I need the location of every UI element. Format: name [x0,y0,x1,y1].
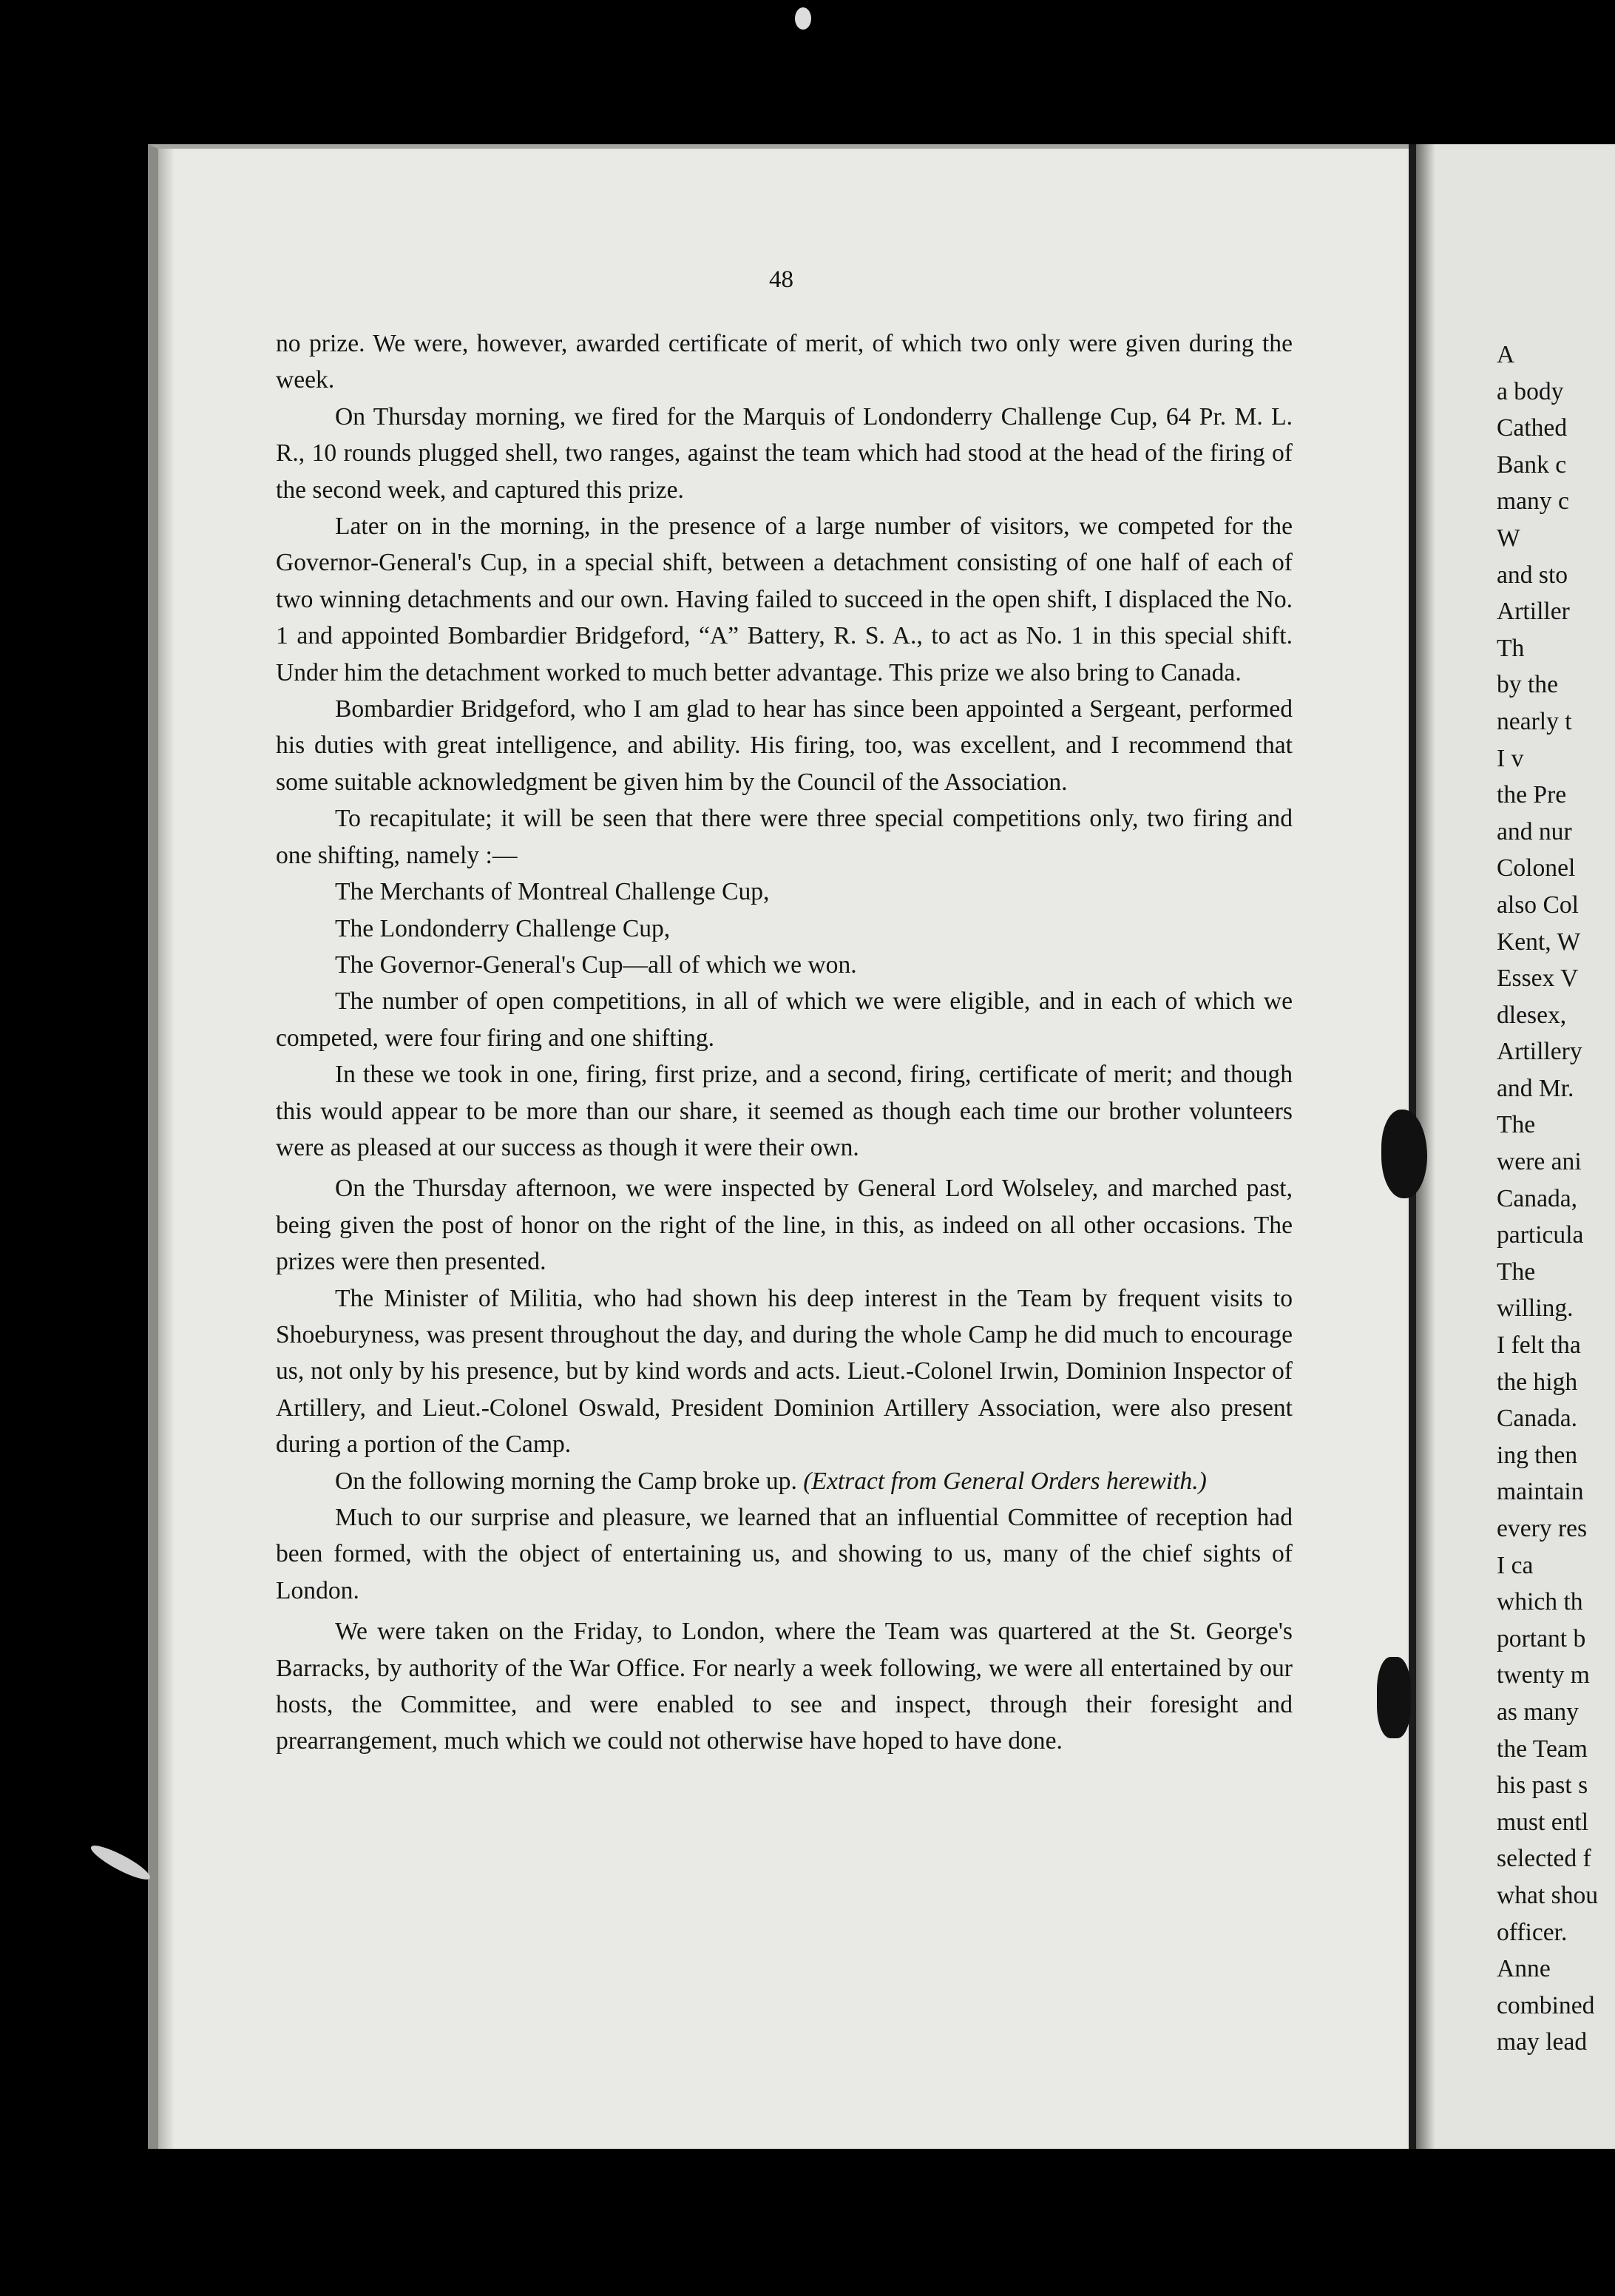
right-page-line: maintain [1497,1478,1584,1506]
right-page-text [1497,337,1615,2061]
paragraph: We were taken on the Friday, to London, where the Team was quartered at the St. George's Barracks, by authority of the War Office. For nearly a week following, we were all entertained by our hosts, the Committee, and were enabled to see and inspect, through their foresight and prearrangement, much which we could not otherwise have hoped to have done. [276,1618,1293,1755]
right-page-line: his past s [1497,1772,1588,1800]
paragraph: The Minister of Militia, who had shown his deep interest in the Team by frequent visits to Shoeburyness, was present throughout the day, and during the whole Camp he did much to encourage us, not only by his presence, but by kind words and acts. Lieut.-Colonel Irwin, Dominion Inspector of Artillery, and Lieut.-Colonel Oswald, President Dominion Artillery Association, were also present during a portion of the Camp. [276,1284,1293,1459]
right-page-line: willing. [1497,1294,1574,1323]
right-page-line: A [1497,341,1515,368]
right-page-line: and Mr. [1497,1074,1574,1102]
right-page-line: what shou [1497,1881,1599,1909]
paragraph: To recapitulate; it will be seen that there were three special competitions only, two firing and one shifting, namely :— [276,805,1293,869]
right-page-line: may lead [1497,2028,1588,2056]
right-page-line: Canada, [1497,1184,1578,1212]
binding-tear-upper [1381,1110,1427,1198]
right-page-line: portant b [1497,1624,1586,1652]
edge-debris-top [795,7,811,30]
right-page-line: and nur [1497,817,1572,845]
right-page-line: as many [1497,1698,1579,1726]
right-page-line: Colonel [1497,854,1576,882]
right-page-line: Bank c [1497,450,1567,479]
binding-tear-lower [1377,1657,1411,1738]
right-page-line: by the [1497,671,1558,699]
right-page-line: particula [1497,1221,1584,1249]
edge-debris-left [88,1840,154,1885]
right-page-line: Artillery [1497,1038,1582,1066]
right-page-line: the high [1497,1368,1578,1396]
right-page-line: every res [1497,1515,1588,1542]
right-page-line: The [1497,1257,1536,1286]
right-page-line: I felt tha [1497,1331,1581,1360]
right-page-line: ing then [1497,1441,1578,1469]
paragraph: The number of open competitions, in all of which we were eligible, and in each of which we competed, were four firing and one shifting. [276,987,1293,1052]
right-page-line: the Team [1497,1735,1588,1763]
right-page-line: a body [1497,377,1564,405]
right-page-line: were ani [1497,1148,1582,1176]
right-page-line: dlesex, [1497,1001,1567,1029]
right-page-line: nearly t [1497,707,1572,735]
paragraph: Much to our surprise and pleasure, we learned that an influential Committee of reception had been formed, with the object of entertaining us, and showing to us, many of the chief sights of London. [276,1504,1293,1604]
right-page-line: the Pre [1497,781,1567,809]
right-page-line: W [1497,524,1520,552]
paragraph: Later on in the morning, in the presence of a large number of visitors, we competed for the Governor-General's Cup, in a special shift, between a detachment consisting of one half of each of two winning detachments and our own. Having failed to succeed in the open shift, I displaced the No. 1 and appointed Bombardier Bridgeford, “A” Battery, R. S. A., to act as No. 1 in this special shift. Under him the detachment worked to much better advantage. This prize we also bring to Canada. [276,513,1293,686]
right-page-line: I v [1497,744,1524,772]
paragraph: On Thursday morning, we fired for the Marquis of Londonderry Challenge Cup, 64 Pr. M. L. R., 10 rounds plugged shell, two ranges, against the team which had stood at the head of the firing of the second week, and captured this prize. [276,402,1293,504]
paragraph: In these we took in one, firing, first prize, and a second, firing, certificate of merit; and though this would appear to be more than our share, it seemed as though each time our brother volunteers were as pleased at our success as though it were their own. [276,1061,1293,1161]
right-page-line: I ca [1497,1551,1534,1579]
list-item: The Governor-General's Cup—all of which we won. [335,951,857,979]
right-page-line: selected f [1497,1845,1591,1873]
italic-reference: (Extract from General Orders herewith.) [803,1467,1207,1495]
paragraph: Bombardier Bridgeford, who I am glad to hear has since been appointed a Sergeant, performed his duties with great intelligence, and ability. His firing, too, was excellent, and I recommend that some suitable acknowledgment be given him by the Council of the Association. [276,695,1293,796]
right-page-line: must entl [1497,1808,1589,1836]
list-item: The Merchants of Montreal Challenge Cup, [335,878,770,906]
right-page-line: and sto [1497,561,1568,589]
right-page-line: The [1497,1111,1536,1139]
right-page-line: Cathed [1497,414,1568,442]
list-item: The Londonderry Challenge Cup, [335,914,671,942]
right-page-line: also Col [1497,891,1579,919]
page-number: 48 [769,266,793,293]
paragraph [276,1463,1293,1499]
right-page-line: combined [1497,1991,1595,2019]
right-page-line: which th [1497,1588,1583,1616]
right-page-line: Canada. [1497,1405,1578,1433]
right-page-line: Essex V [1497,965,1579,993]
right-page-line: twenty m [1497,1661,1590,1689]
right-page-line: Anne [1497,1955,1551,1983]
paragraph: no prize. We were, however, awarded certificate of merit, of which two only were given during the week. [276,330,1293,394]
paragraph-text: On the following morning the Camp broke up. [335,1467,797,1495]
right-page-line: officer. [1497,1918,1568,1946]
paragraph: On the Thursday afternoon, we were inspected by General Lord Wolseley, and marched past, being given the post of honor on the right of the line, in this, as indeed on all other occasions. The prizes were then presented. [276,1175,1293,1276]
right-page-line: many c [1497,487,1569,516]
right-page-line: Th [1497,634,1525,662]
right-page-line: Kent, W [1497,928,1581,956]
main-text-body [276,325,1293,1760]
right-page-line: Artiller [1497,598,1570,626]
